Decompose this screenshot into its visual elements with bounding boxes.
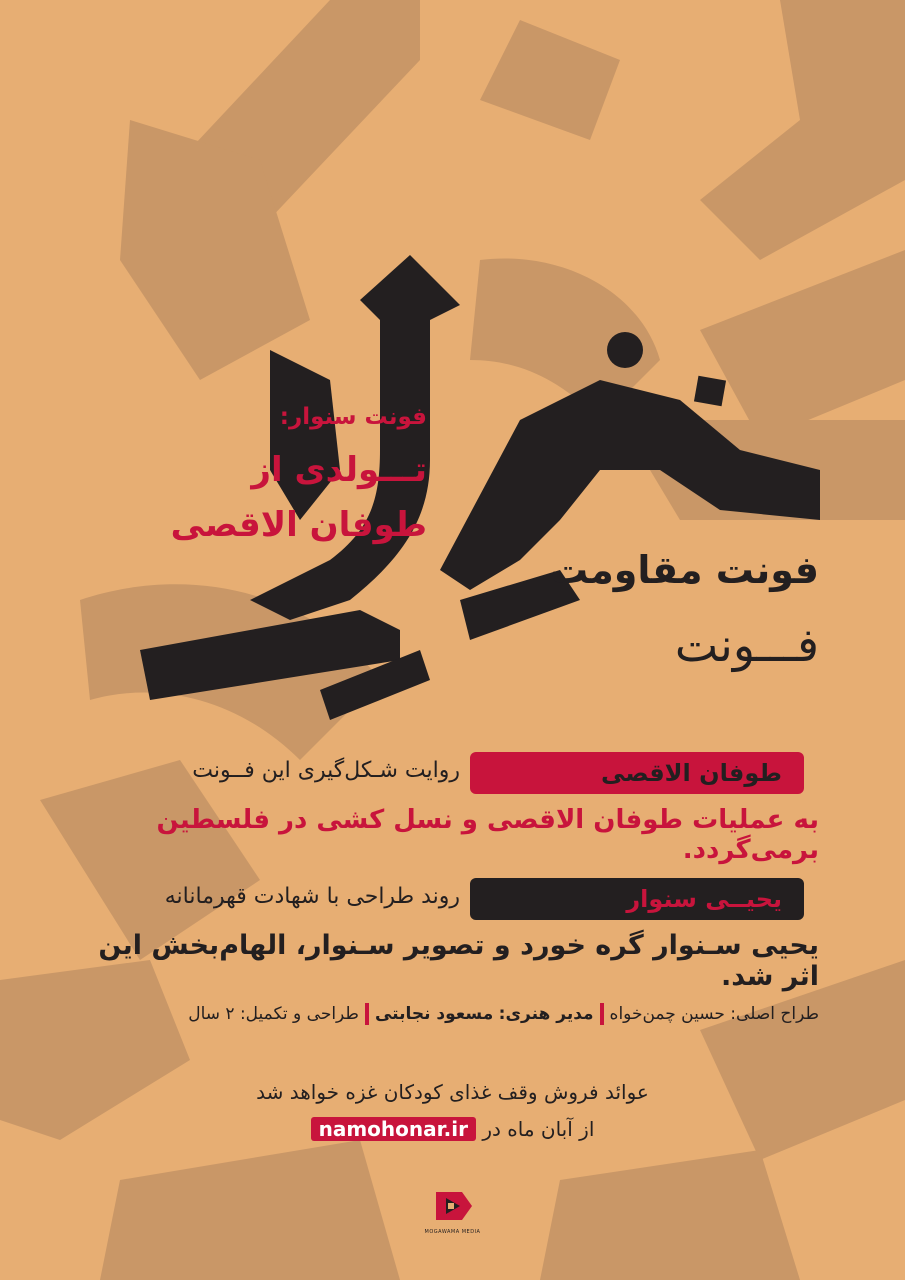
mogawama-media-logo-icon xyxy=(432,1188,476,1224)
credit-duration: طراحی و تکمیل: ۲ سال xyxy=(188,1004,359,1024)
tagline-born-from: تـــولدی از xyxy=(251,450,427,490)
proceeds-notice: عوائد فروش وقف غذای کودکان غزه خواهد شد xyxy=(256,1080,649,1104)
watermark-shape xyxy=(700,0,905,260)
title-font-word: فـــونت xyxy=(674,618,819,672)
credit-art-director-label: مدیر هنری: xyxy=(498,1004,594,1024)
highlight-pill-yahya-sinwar: یحیــی سنوار xyxy=(470,878,804,920)
paragraph2-main: یحیی سـنوار گره خورد و تصویر سـنوار، الهام‌بخش این اثر شد. xyxy=(98,930,819,992)
credit-separator xyxy=(365,1003,369,1025)
logo-caption: MOGAWAMA MEDIA xyxy=(424,1229,481,1235)
credit-designer: طراح اصلی: حسین چمن‌خواه xyxy=(609,1004,819,1024)
tagline-font-name: فونت سنوار: xyxy=(279,404,427,430)
paragraph1-main: به عملیات طوفان الاقصی و نسل کشی در فلسطین برمی‌گردد. xyxy=(156,805,819,865)
release-prefix: از آبان ماه در xyxy=(482,1117,595,1141)
highlight-pill-al-aqsa: طوفان الاقصی xyxy=(470,752,804,794)
paragraph2-intro: روند طراحی با شهادت قهرمانانه xyxy=(164,884,460,909)
paragraph1-intro: روایت شـکل‌گیری این فــونت xyxy=(192,758,460,783)
release-notice xyxy=(0,1117,905,1141)
credit-separator xyxy=(600,1003,604,1025)
watermark-shape xyxy=(540,1150,800,1280)
subtitle-resistance-font: فونت مقاومت xyxy=(550,548,819,592)
credit-art-director-name: مسعود نجابتی xyxy=(374,1004,494,1024)
credits-line xyxy=(59,1003,819,1025)
watermark-shape xyxy=(100,1140,400,1280)
website-link[interactable]: namohonar.ir xyxy=(311,1117,476,1141)
watermark-shape xyxy=(480,20,620,140)
watermark-shape xyxy=(700,250,905,440)
tagline-al-aqsa-flood: طوفان الاقصی xyxy=(170,505,427,545)
